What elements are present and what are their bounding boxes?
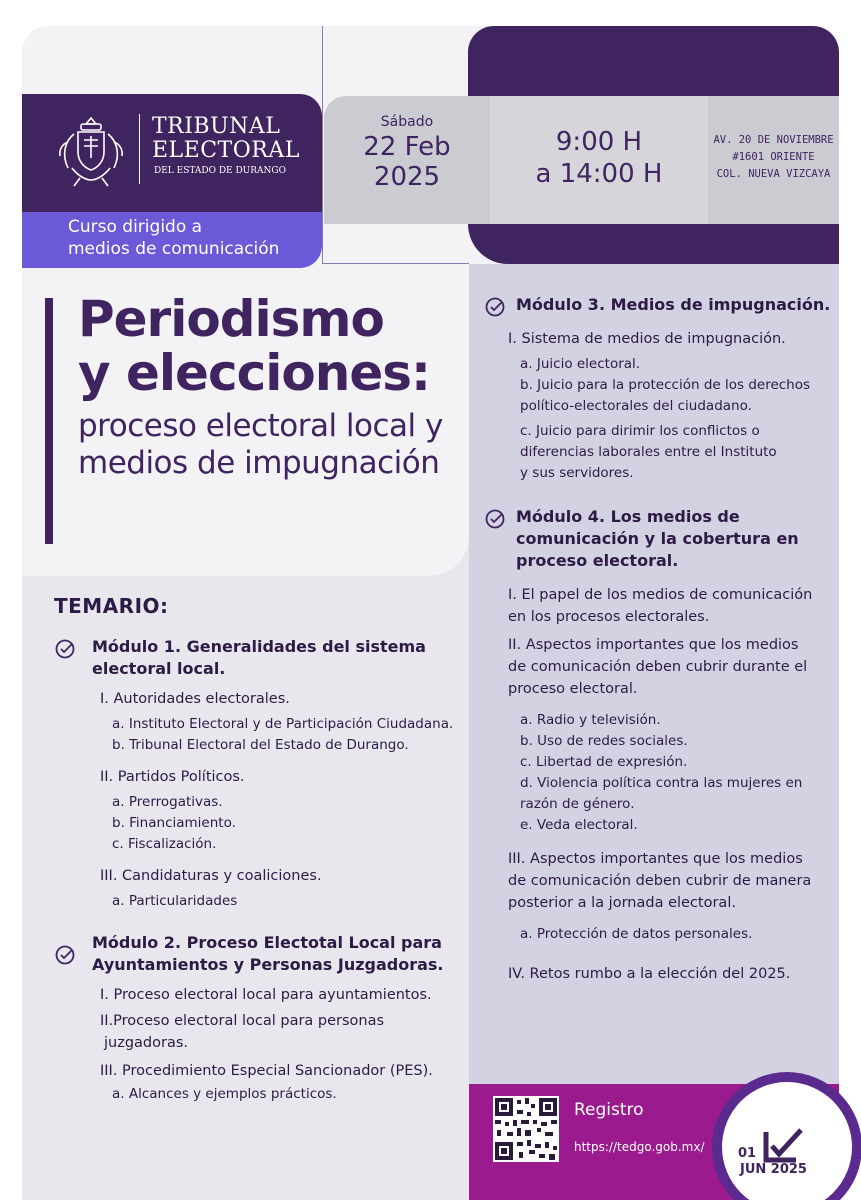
topic-item: II. Aspectos importantes que los medios bbox=[508, 637, 799, 653]
subtitle-line: proceso electoral local y bbox=[78, 408, 443, 444]
title-accent-bar bbox=[45, 298, 53, 544]
module-title: comunicación y la cobertura en bbox=[516, 529, 799, 548]
audience-label bbox=[22, 212, 322, 268]
check-circle-icon bbox=[54, 638, 76, 660]
topic-item: III. Candidaturas y coaliciones. bbox=[100, 868, 322, 884]
subtopic-item: b. Tribunal Electoral del Estado de Durango. bbox=[112, 737, 409, 753]
event-time bbox=[490, 96, 708, 224]
event-date bbox=[324, 96, 490, 224]
check-circle-icon bbox=[484, 508, 506, 530]
logo-divider bbox=[139, 114, 140, 184]
address-line: #1601 ORIENTE bbox=[732, 151, 815, 163]
topic-item: IV. Retos rumbo a la elección del 2025. bbox=[508, 966, 791, 982]
subtopic-item: a. Juicio electoral. bbox=[520, 356, 641, 372]
subtopic-item: b. Uso de redes sociales. bbox=[520, 733, 688, 749]
topic-item: III. Procedimiento Especial Sancionador (PES). bbox=[100, 1063, 433, 1079]
topic-item: III. Aspectos importantes que los medios bbox=[508, 851, 803, 867]
topic-item: posterior a la jornada electoral. bbox=[508, 895, 736, 911]
audience-line: medios de comunicación bbox=[68, 239, 280, 259]
subtopic-item: d. Violencia política contra las mujeres en bbox=[520, 775, 803, 791]
module-3-topics bbox=[484, 328, 836, 484]
topic-item: I. Sistema de medios de impugnación. bbox=[508, 331, 786, 347]
time-from: 9:00 H bbox=[555, 127, 643, 157]
topic-item: en los procesos electorales. bbox=[508, 609, 710, 625]
left-column bbox=[54, 594, 464, 1105]
module-title: Módulo 1. Generalidades del sistema bbox=[92, 637, 426, 656]
subtopic-item: diferencias laborales entre el Instituto bbox=[520, 444, 777, 460]
poster bbox=[22, 26, 839, 1200]
subtopic-item: razón de género. bbox=[520, 796, 635, 812]
address-line: AV. 20 DE NOVIEMBRE bbox=[713, 134, 834, 146]
module-title: Módulo 4. Los medios de bbox=[516, 507, 740, 526]
divider-line bbox=[322, 26, 323, 264]
time-to: a 14:00 H bbox=[535, 159, 663, 189]
module-4 bbox=[484, 506, 836, 572]
topic-item: II.Proceso electoral local para personas bbox=[100, 1013, 385, 1029]
topic-item: I. Proceso electoral local para ayuntamientos. bbox=[100, 987, 432, 1003]
divider-line bbox=[322, 263, 469, 264]
subtopic-item: y sus servidores. bbox=[520, 465, 634, 481]
subtopic-item: c. Fiscalización. bbox=[112, 836, 217, 852]
year-text: 2025 bbox=[373, 162, 441, 192]
subtopic-item: b. Financiamiento. bbox=[112, 815, 236, 831]
title-line: y elecciones: bbox=[78, 344, 430, 402]
topic-item: de comunicación deben cubrir durante el bbox=[508, 659, 808, 675]
date-text: 22 Feb bbox=[363, 132, 451, 162]
subtopic-item: a. Instituto Electoral y de Participación Ciudadana. bbox=[112, 716, 454, 732]
module-2-topics bbox=[54, 984, 464, 1105]
event-address bbox=[708, 96, 839, 224]
vote-check-icon bbox=[762, 1128, 806, 1164]
registration-link[interactable]: https://tedgo.gob.mx/ bbox=[574, 1140, 705, 1154]
subtopic-item: a. Particularidades bbox=[112, 893, 238, 909]
org-name-line3: DEL ESTADO DE DURANGO bbox=[154, 166, 286, 176]
audience-line: Curso dirigido a bbox=[68, 217, 203, 237]
seal-icon bbox=[54, 112, 128, 190]
check-circle-icon bbox=[484, 296, 506, 318]
module-2 bbox=[54, 932, 464, 976]
topic-item: proceso electoral. bbox=[508, 681, 638, 697]
subtopic-item: a. Protección de datos personales. bbox=[520, 926, 753, 942]
org-name-line1: TRIBUNAL bbox=[152, 114, 281, 139]
module-title: Módulo 2. Proceso Electotal Local para bbox=[92, 933, 442, 952]
subtopic-item: c. Juicio para dirimir los conflictos o bbox=[520, 423, 760, 439]
module-1 bbox=[54, 636, 464, 680]
subtopic-item: b. Juicio para la protección de los derechos bbox=[520, 377, 811, 393]
subtopic-item: a. Radio y televisión. bbox=[520, 712, 661, 728]
subtitle-line: medios de impugnación bbox=[78, 445, 440, 481]
topic-item: de comunicación deben cubrir de manera bbox=[508, 873, 812, 889]
topic-item: I. Autoridades electorales. bbox=[100, 691, 290, 707]
page-title bbox=[78, 292, 458, 482]
subtopic-item: político-electorales del ciudadano. bbox=[520, 398, 752, 414]
right-column bbox=[484, 294, 836, 985]
subtopic-item: a. Prerrogativas. bbox=[112, 794, 223, 810]
check-circle-icon bbox=[54, 944, 76, 966]
address-line: COL. NUEVA VIZCAYA bbox=[716, 168, 831, 180]
registration-label: Registro bbox=[574, 1100, 644, 1120]
title-line: Periodismo bbox=[78, 290, 384, 348]
day-name: Sábado bbox=[380, 114, 434, 130]
subtopic-item: e. Veda electoral. bbox=[520, 817, 638, 833]
subtopic-item: c. Libertad de expresión. bbox=[520, 754, 688, 770]
module-title: proceso electoral. bbox=[516, 551, 679, 570]
module-title: Módulo 3. Medios de impugnación. bbox=[516, 295, 831, 314]
topic-item: juzgadoras. bbox=[104, 1035, 189, 1051]
module-title: electoral local. bbox=[92, 659, 226, 678]
subtopic-item: a. Alcances y ejemplos prácticos. bbox=[112, 1086, 337, 1102]
logo-block bbox=[22, 94, 322, 212]
temario-heading: TEMARIO: bbox=[54, 594, 169, 618]
module-title: Ayuntamientos y Personas Juzgadoras. bbox=[92, 955, 444, 974]
module-3 bbox=[484, 294, 836, 316]
org-name-line2: ELECTORAL bbox=[152, 138, 300, 163]
badge-day: 01 bbox=[738, 1146, 757, 1161]
topic-item: II. Partidos Políticos. bbox=[100, 769, 245, 785]
topic-item: I. El papel de los medios de comunicación bbox=[508, 587, 813, 603]
qr-code-icon[interactable] bbox=[493, 1096, 559, 1162]
module-1-topics bbox=[54, 688, 464, 912]
module-4-topics bbox=[484, 584, 836, 985]
badge-month: JUN 2025 bbox=[740, 1162, 807, 1177]
